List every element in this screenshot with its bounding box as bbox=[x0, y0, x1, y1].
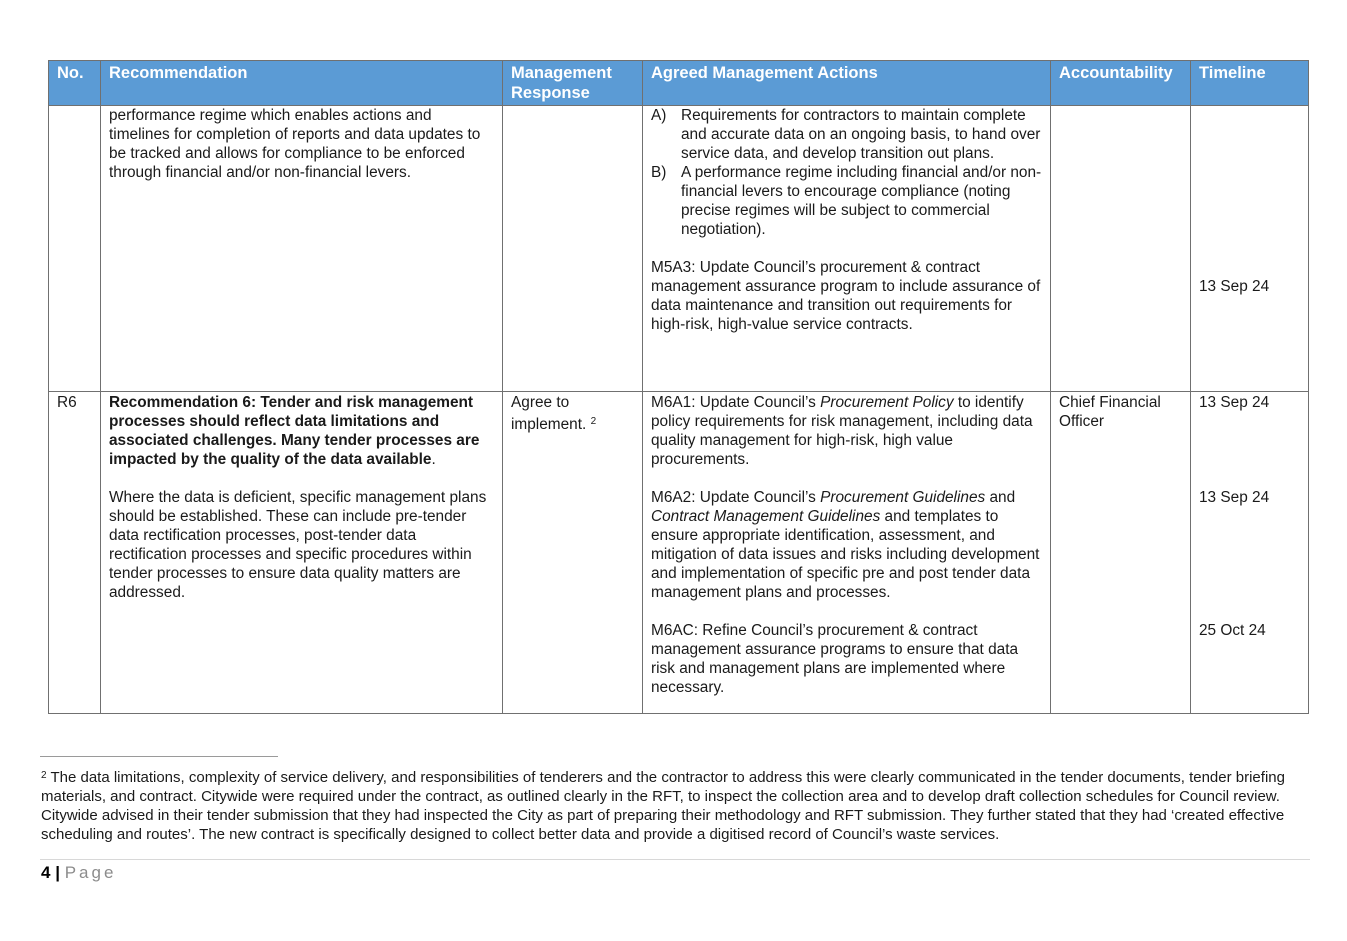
procurement-guidelines-ref: Procurement Guidelines bbox=[820, 489, 986, 506]
cell-no-empty bbox=[49, 106, 101, 392]
table-header-row bbox=[49, 61, 1309, 106]
header-agreed-actions: Agreed Management Actions bbox=[643, 61, 1051, 106]
list-item-text: Requirements for contractors to maintain complete and accurate data on an ongoing basis, to hand over service data, and develop transition out plans. bbox=[681, 107, 1041, 162]
action-m6ac: M6AC: Refine Council’s procurement & contract management assurance programs to ensure that data risk and management plans are implemented where necessary. bbox=[651, 622, 1019, 696]
header-timeline: Timeline bbox=[1191, 61, 1309, 106]
cell-accountability-empty bbox=[1051, 106, 1191, 392]
procurement-policy-ref: Procurement Policy bbox=[820, 394, 954, 411]
table-row-r6 bbox=[49, 392, 1309, 714]
cell-recommendation-continued bbox=[101, 106, 503, 392]
cell-actions-r6 bbox=[643, 392, 1051, 714]
page-number-value: 4 bbox=[41, 863, 51, 882]
recommendation-6-bold: Recommendation 6: Tender and risk management processes should reflect data limitations and associated challenges. Many tender processes are impacted by the quality of the data available bbox=[109, 394, 480, 468]
header-management-response: Management Response bbox=[503, 61, 643, 106]
header-recommendation: Recommendation bbox=[101, 61, 503, 106]
cell-response-empty bbox=[503, 106, 643, 392]
cell-timeline-r6 bbox=[1191, 392, 1309, 714]
action-m6a1: M6A1: Update Council’s Procurement Policy to identify policy requirements for risk management, including data quality management for high-risk, high value procurements. bbox=[651, 394, 1033, 468]
timeline-m5a3: 13 Sep 24 bbox=[1199, 278, 1270, 295]
cell-recommendation-r6 bbox=[101, 392, 503, 714]
timeline-m6a2: 13 Sep 24 bbox=[1199, 489, 1270, 506]
table-row-continued bbox=[49, 106, 1309, 392]
cell-no-r6: R6 bbox=[49, 392, 101, 714]
cell-actions-continued bbox=[643, 106, 1051, 392]
footnote-text: The data limitations, complexity of service delivery, and responsibilities of tenderers and the contractor to address this were clearly communicated in the tender documents, tender briefing materials, and contract. Citywide were required under the contract, as outlined clearly in the RFT, to inspect the collection area and to develop draft collection schedules for Council review. Citywide advised in their tender submission that they had inspected the City as part of preparing their methodology and RFT submission. They further stated that they had ‘created effective scheduling and routes’. The new contract is specifically designed to collect better data and provide a digitised record of Council’s waste services. bbox=[41, 769, 1285, 843]
recommendation-6-body: Where the data is deficient, specific management plans should be established. These can include pre-tender data rectification processes, post-tender data rectification processes and specific procedures within tender processes to ensure data quality matters are addressed. bbox=[109, 489, 487, 601]
list-item bbox=[651, 106, 1042, 163]
recommendation-6-heading bbox=[109, 393, 494, 469]
footnote bbox=[41, 766, 1313, 844]
list-item-text: A performance regime including financial and/or non-financial levers to encourage compliance (noting precise regimes will be subject to commercial negotiation). bbox=[681, 164, 1042, 238]
footnote-divider bbox=[40, 756, 278, 757]
contract-management-guidelines-ref: Contract Management Guidelines bbox=[651, 508, 881, 525]
cell-accountability-r6: Chief Financial Officer bbox=[1051, 392, 1191, 714]
recommendations-table bbox=[48, 60, 1309, 714]
header-no: No. bbox=[49, 61, 101, 106]
action-m5a3: M5A3: Update Council’s procurement & contract management assurance program to include assurance of data maintenance and transition out requirements for high-risk, high-value service contracts. bbox=[651, 259, 1041, 333]
page-separator: | bbox=[55, 863, 60, 882]
list-item bbox=[651, 163, 1042, 239]
timeline-m6a1: 13 Sep 24 bbox=[1199, 394, 1270, 411]
page-label: Page bbox=[64, 863, 117, 882]
page-footer-divider bbox=[40, 859, 1310, 860]
recommendation-6-period: . bbox=[431, 451, 436, 468]
page-number bbox=[41, 863, 116, 883]
timeline-m6ac: 25 Oct 24 bbox=[1199, 622, 1266, 639]
header-accountability: Accountability bbox=[1051, 61, 1191, 106]
requirements-list bbox=[651, 106, 1042, 239]
footnote-ref[interactable]: 2 bbox=[590, 416, 597, 427]
recommendation-continued-text: performance regime which enables actions and timelines for completion of reports and data updates to be tracked and allows for compliance to be enforced through financial and/or non-financial levers. bbox=[109, 107, 481, 181]
cell-response-r6 bbox=[503, 392, 643, 714]
list-item-label: B) bbox=[651, 164, 667, 181]
response-text: Agree to implement. bbox=[511, 394, 587, 433]
cell-timeline-continued bbox=[1191, 106, 1309, 392]
footnote-marker: 2 bbox=[41, 770, 47, 781]
list-item-label: A) bbox=[651, 107, 667, 124]
action-m6a2: M6A2: Update Council’s Procurement Guidelines and Contract Management Guidelines and templates to ensure appropriate identification, assessment, and mitigation of data issues and risks including development and implementation of specific pre and post tender data management plans and processes. bbox=[651, 489, 1040, 601]
